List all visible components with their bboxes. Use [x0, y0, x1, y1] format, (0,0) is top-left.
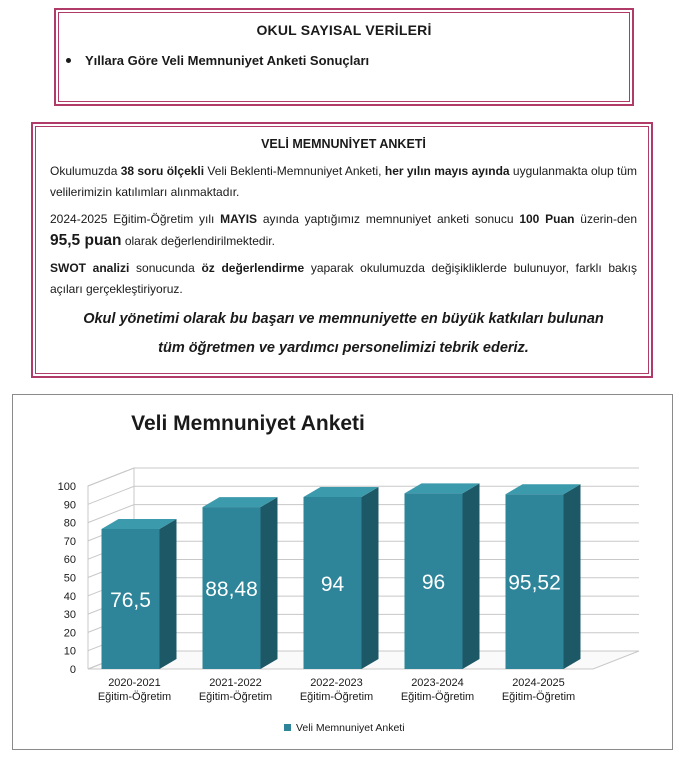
x-tick-label: Eğitim-Öğretim	[400, 691, 475, 703]
closing-line-2: tüm öğretmen ve yardımcı personelimizi tebrik ederiz.	[158, 340, 529, 356]
x-tick-label: Eğitim-Öğretim	[198, 691, 273, 703]
survey-paragraph-2	[50, 209, 637, 252]
gridline	[88, 468, 639, 486]
x-tick-label: 2021-2022	[209, 677, 262, 689]
bar	[405, 483, 480, 669]
x-tick-label: 2020-2021	[108, 677, 161, 689]
survey-title: VELİ MEMNUNİYET ANKETİ	[261, 137, 426, 151]
school-data-header-box	[54, 8, 634, 106]
x-tick-label: 2022-2023	[310, 677, 363, 689]
x-tick-label: 2023-2024	[411, 677, 464, 689]
legend-label: Veli Memnuniyet Anketi	[296, 722, 405, 734]
x-tick-label: Eğitim-Öğretim	[299, 691, 374, 703]
bar-side	[160, 519, 177, 669]
text-run: Okulumuzda	[50, 164, 121, 178]
text-run-bold: SWOT analizi	[50, 261, 130, 275]
bar-side	[261, 497, 278, 669]
survey-info-box	[31, 122, 653, 378]
x-tick-label: Eğitim-Öğretim	[97, 691, 172, 703]
y-tick-label: 100	[57, 481, 76, 493]
bar-value-label: 94	[320, 572, 345, 596]
header-bullet-item	[66, 53, 369, 68]
bar	[102, 519, 177, 669]
text-run: sonucunda	[129, 261, 202, 275]
legend-swatch	[284, 724, 291, 731]
text-run: 2024-2025 Eğitim-Öğretim yılı	[50, 212, 221, 226]
survey-paragraph-1	[50, 161, 637, 203]
text-run: olarak değerlendirilmektedir.	[121, 234, 275, 248]
score-highlight: 95,5 puan	[50, 232, 122, 249]
x-tick-label: 2024-2025	[512, 677, 565, 689]
bar-value-label: 76,5	[110, 589, 151, 613]
bar-value-label: 88,48	[205, 578, 258, 602]
header-title: OKUL SAYISAL VERİLERİ	[256, 22, 432, 38]
bar	[506, 484, 581, 669]
bar-side	[362, 487, 379, 669]
y-tick-label: 50	[63, 572, 76, 585]
y-tick-label: 80	[63, 517, 76, 530]
bar-value-label: 95,52	[508, 571, 561, 595]
y-tick-label: 70	[63, 535, 76, 548]
y-tick-label: 0	[69, 664, 76, 676]
y-tick-label: 30	[63, 609, 76, 622]
bullet-dot-icon	[66, 58, 71, 63]
closing-line-1: Okul yönetimi olarak bu başarı ve memnuniyette en büyük katkıları bulunan	[83, 311, 604, 327]
y-tick-label: 10	[63, 645, 76, 658]
text-run: Veli Beklenti-Memnuniyet Anketi,	[204, 164, 385, 178]
y-tick-label: 60	[63, 554, 76, 567]
bar	[203, 497, 278, 669]
text-run: yaparak okulumuzda değişikliklerde bulunuyor, farklı bakış açıları gerçekleştiriyoruz.	[50, 261, 638, 296]
text-run-bold: 100 Puan	[519, 212, 575, 226]
y-tick-label: 40	[63, 590, 76, 603]
bar	[304, 487, 379, 669]
bar-value-label: 96	[421, 571, 446, 595]
header-bullet-text: Yıllara Göre Veli Memnuniyet Anketi Sonuçları	[85, 53, 370, 68]
y-tick-label: 90	[63, 499, 76, 512]
text-run-bold: öz değerlendirme	[201, 261, 305, 275]
text-run-bold: MAYIS	[220, 212, 258, 226]
bar-side	[463, 483, 480, 669]
text-run-bold: 38 soru ölçekli	[120, 164, 205, 178]
text-run: üzerin-den	[574, 212, 638, 226]
chart-title: Veli Memnuniyet Anketi	[131, 412, 365, 435]
text-run: ayında yaptığımız memnuniyet anketi sonucu	[257, 212, 520, 226]
bar-chart	[13, 395, 674, 751]
bar-side	[564, 484, 581, 669]
y-tick-label: 20	[63, 627, 76, 640]
text-run-bold: her yılın mayıs ayında	[384, 164, 510, 178]
survey-paragraph-3	[50, 258, 637, 300]
chart-container	[12, 394, 673, 750]
x-tick-label: Eğitim-Öğretim	[501, 691, 576, 703]
text-run: uygulanmakta olup tüm velilerimizin katılımları alınmaktadır.	[50, 164, 638, 199]
